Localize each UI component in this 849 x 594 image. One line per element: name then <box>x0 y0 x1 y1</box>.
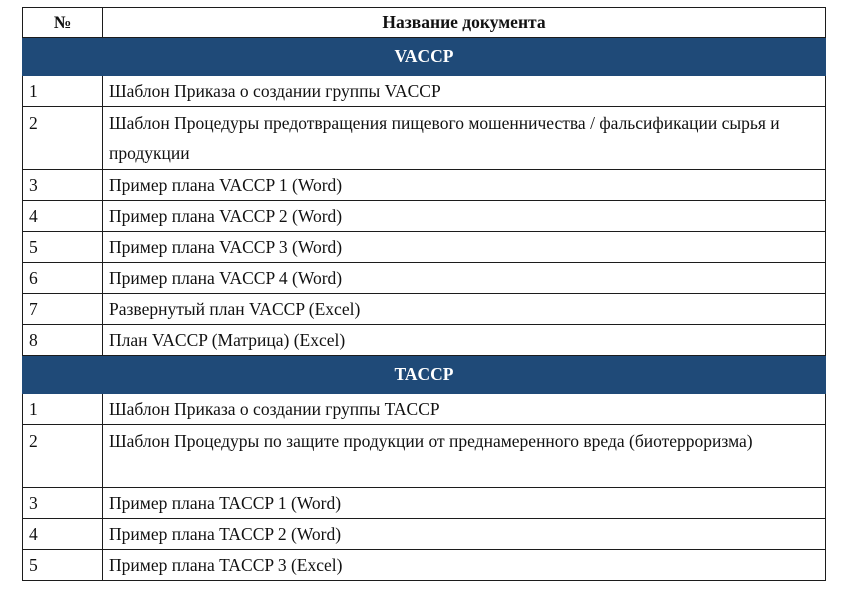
document-name: Пример плана VACCP 1 (Word) <box>103 170 826 201</box>
row-number: 4 <box>23 519 103 550</box>
table-header-row <box>23 8 826 38</box>
section-title: VACCP <box>23 38 826 76</box>
row-number: 3 <box>23 170 103 201</box>
table-row <box>23 488 826 519</box>
document-name: Пример плана VACCP 2 (Word) <box>103 201 826 232</box>
document-name: Шаблон Процедуры предотвращения пищевого мошенничества / фальсификации сырья и продукции <box>103 107 826 170</box>
document-name: Шаблон Процедуры по защите продукции от преднамеренного вреда (биотерроризма) <box>103 425 826 488</box>
table-row <box>23 263 826 294</box>
table-row <box>23 232 826 263</box>
row-number: 1 <box>23 394 103 425</box>
table-row <box>23 201 826 232</box>
row-number: 3 <box>23 488 103 519</box>
row-number: 7 <box>23 294 103 325</box>
document-name: Шаблон Приказа о создании группы VACCP <box>103 76 826 107</box>
table-row <box>23 170 826 201</box>
row-number: 2 <box>23 107 103 170</box>
row-number: 1 <box>23 76 103 107</box>
row-number: 2 <box>23 425 103 488</box>
table-row <box>23 425 826 488</box>
document-name: Пример плана VACCP 3 (Word) <box>103 232 826 263</box>
document-name: План VACCP (Матрица) (Excel) <box>103 325 826 356</box>
row-number: 6 <box>23 263 103 294</box>
section-title: TACCP <box>23 356 826 394</box>
row-number: 5 <box>23 550 103 581</box>
section-header-taccp <box>23 356 826 394</box>
table-row <box>23 394 826 425</box>
document-name: Шаблон Приказа о создании группы TACCP <box>103 394 826 425</box>
table-row <box>23 550 826 581</box>
row-number: 8 <box>23 325 103 356</box>
table-row <box>23 294 826 325</box>
row-number: 5 <box>23 232 103 263</box>
table-row <box>23 76 826 107</box>
table-row <box>23 519 826 550</box>
column-header-number: № <box>23 8 103 38</box>
row-number: 4 <box>23 201 103 232</box>
document-name: Пример плана TACCP 1 (Word) <box>103 488 826 519</box>
documents-table <box>22 7 826 581</box>
document-name: Пример плана VACCP 4 (Word) <box>103 263 826 294</box>
document-name: Пример плана TACCP 2 (Word) <box>103 519 826 550</box>
table-row <box>23 107 826 170</box>
column-header-document-name: Название документа <box>103 8 826 38</box>
document-name: Пример плана TACCP 3 (Excel) <box>103 550 826 581</box>
section-header-vaccp <box>23 38 826 76</box>
table-row <box>23 325 826 356</box>
document-name: Развернутый план VACCP (Excel) <box>103 294 826 325</box>
